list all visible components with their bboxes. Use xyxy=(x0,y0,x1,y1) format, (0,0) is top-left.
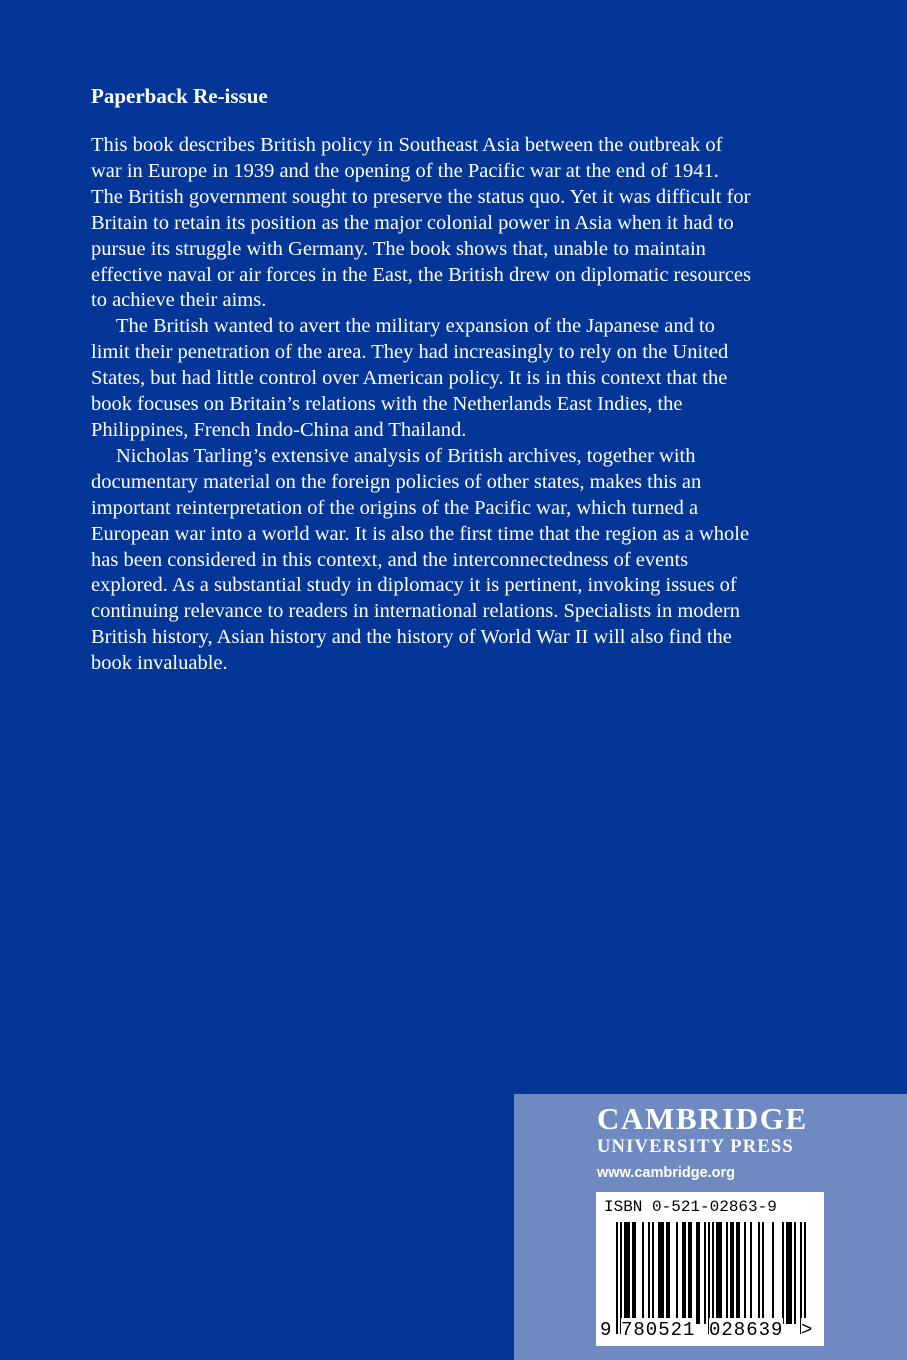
blurb-line: States, but had little control over American policy. It is in this context that the xyxy=(91,367,728,390)
blurb-paragraph-3 xyxy=(91,444,831,677)
publisher-panel xyxy=(514,1094,907,1360)
blurb-line: limit their penetration of the area. They had increasingly to rely on the United xyxy=(91,341,729,364)
barcode-bar xyxy=(750,1222,752,1324)
blurb-line: continuing relevance to readers in international relations. Specialists in modern xyxy=(91,600,740,623)
ean-end-marker: > xyxy=(801,1319,813,1341)
blurb-paragraph-2 xyxy=(91,314,831,444)
barcode-bar xyxy=(632,1222,636,1324)
barcode-bar xyxy=(726,1222,728,1324)
publisher-name: CAMBRIDGE xyxy=(597,1101,808,1136)
barcode-bar xyxy=(676,1222,678,1324)
blurb-line: European war into a world war. It is also the first time that the region as a whole xyxy=(91,522,750,545)
blurb-line: to achieve their aims. xyxy=(91,289,267,312)
barcode-bar xyxy=(704,1222,706,1324)
barcode-bar xyxy=(682,1222,686,1324)
blurb-heading: Paperback Re-issue xyxy=(91,84,268,108)
barcode-bar xyxy=(688,1222,692,1324)
blurb-line: Britain to retain its position as the major colonial power in Asia when it had to xyxy=(91,211,734,234)
barcode-bar xyxy=(624,1222,630,1324)
barcode-bar xyxy=(696,1222,700,1324)
barcode-bar xyxy=(794,1222,796,1324)
barcode-bar xyxy=(736,1222,740,1324)
barcode-label xyxy=(596,1192,824,1346)
blurb-line: The British wanted to avert the military expansion of the Japanese and to xyxy=(116,315,715,338)
blurb-line: Nicholas Tarling’s extensive analysis of British archives, together with xyxy=(116,444,696,467)
ean-left-digits: 780521 xyxy=(621,1319,696,1341)
barcode-bar xyxy=(772,1222,774,1324)
blurb-line: documentary material on the foreign policies of other states, makes this an xyxy=(91,470,702,493)
blurb-paragraph-1 xyxy=(91,133,831,314)
barcode-bar xyxy=(762,1222,764,1324)
blurb-line: book focuses on Britain’s relations with the Netherlands East Indies, the xyxy=(91,393,683,416)
barcode-bar xyxy=(716,1222,722,1324)
barcode-bar xyxy=(642,1222,644,1324)
barcode-bar xyxy=(666,1222,670,1324)
barcode-bar xyxy=(652,1222,654,1324)
ean-number xyxy=(596,1318,824,1342)
blurb-line: important reinterpretation of the origins of the Pacific war, which turned a xyxy=(91,496,699,519)
blurb-line: has been considered in this context, and the interconnectedness of events xyxy=(91,548,689,571)
ean-right-digits: 028639 xyxy=(709,1319,784,1341)
ean-first-digit: 9 xyxy=(600,1319,612,1341)
publisher-url: www.cambridge.org xyxy=(597,1165,736,1181)
barcode-bar xyxy=(758,1222,760,1324)
barcode-bar xyxy=(786,1222,792,1324)
barcode-bar xyxy=(744,1222,746,1324)
blurb-line: British history, Asian history and the history of World War II will also find the xyxy=(91,626,732,649)
barcode-bar xyxy=(658,1222,664,1324)
blurb-line: pursue its struggle with Germany. The book shows that, unable to maintain xyxy=(91,237,706,260)
barcode-bar xyxy=(782,1222,784,1324)
blurb-line: effective naval or air forces in the East, the British drew on diplomatic resources xyxy=(91,263,751,286)
publisher-subtitle: UNIVERSITY PRESS xyxy=(597,1137,794,1157)
blurb-line: This book describes British policy in Southeast Asia between the outbreak of xyxy=(91,134,723,156)
barcode-bar xyxy=(730,1222,734,1324)
blurb-line: war in Europe in 1939 and the opening of the Pacific war at the end of 1941. xyxy=(91,159,719,182)
blurb-line: Philippines, French Indo-China and Thailand. xyxy=(91,418,467,441)
blurb-line: explored. As a substantial study in diplomacy it is pertinent, invoking issues of xyxy=(91,574,737,597)
barcode-bar xyxy=(648,1222,650,1324)
blurb-line: The British government sought to preserve the status quo. Yet it was difficult for xyxy=(91,185,751,208)
isbn-text: ISBN 0-521-02863-9 xyxy=(604,1198,777,1216)
cover-blurb xyxy=(91,82,831,677)
blurb-line: book invaluable. xyxy=(91,652,228,675)
